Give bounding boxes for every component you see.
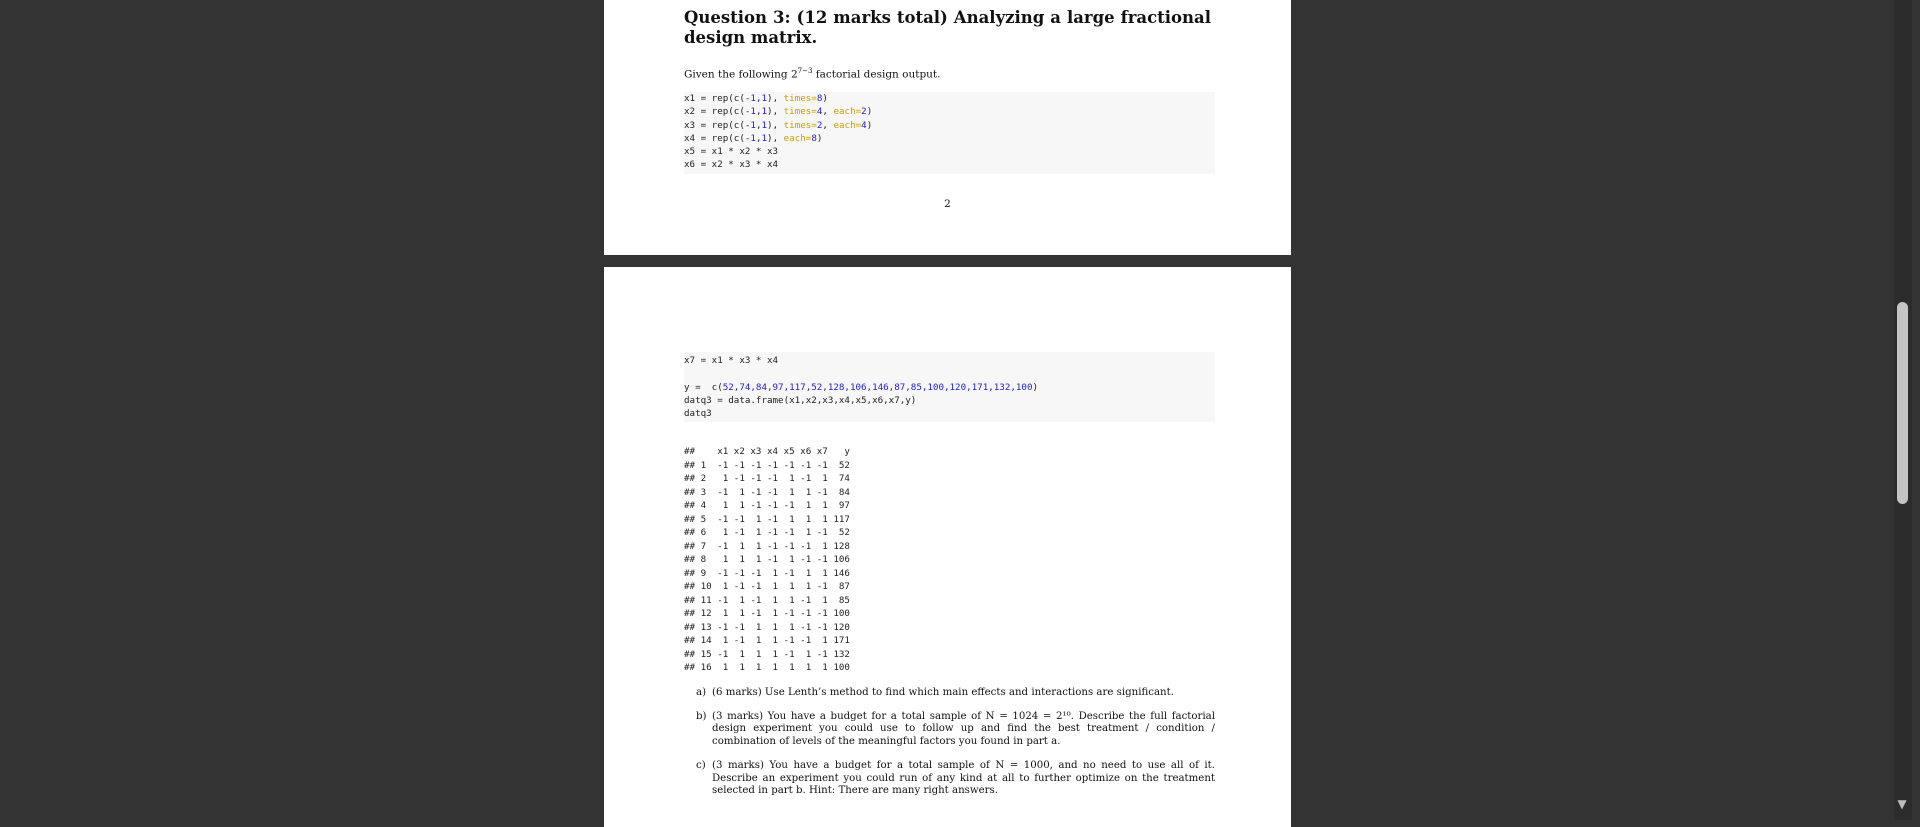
part-text: (3 marks) You have a budget for a total sample of N = 1000, and no need to use all of it. Describe an experiment you could run of any kind at all to further optimize on the treatment selected in part b. Hint: There are many right answers.	[712, 759, 1215, 797]
question-part-c	[696, 760, 1215, 798]
output-header: ## x1 x2 x3 x4 x5 x6 x7 y	[684, 446, 850, 457]
intro-exponent: 7−3	[797, 67, 813, 75]
part-text: (3 marks) You have a budget for a total sample of N = 1024 = 2¹⁰. Describe the full factorial design experiment you could use to follow up and find the best treatment / condition / combination of levels of the meaningful factors you found in part a.	[712, 710, 1215, 748]
code-line-x7: x7 = x1 * x3 * x4	[684, 355, 779, 366]
part-label: c)	[696, 759, 706, 771]
output-row: ## 10 1 -1 -1 1 1 1 -1 87	[684, 581, 850, 592]
pdf-page-3	[604, 267, 1291, 827]
output-row: ## 2 1 -1 -1 -1 1 -1 1 74	[684, 473, 850, 484]
part-label: a)	[696, 687, 707, 698]
code-block-1	[684, 92, 1215, 174]
output-row: ## 1 -1 -1 -1 -1 -1 -1 -1 52	[684, 459, 850, 471]
part-text: (6 marks) Use Lenth’s method to find which main effects and interactions are significant.	[712, 687, 1174, 698]
scrollbar-thumb[interactable]	[1897, 302, 1908, 504]
code-line-dataframe: datq3 = data.frame(x1,x2,x3,x4,x5,x6,x7,y)	[684, 394, 917, 406]
output-row: ## 7 -1 1 1 -1 -1 -1 1 128	[684, 540, 850, 552]
r-output-table	[684, 445, 850, 675]
output-row: ## 8 1 1 1 -1 1 -1 -1 106	[684, 554, 850, 565]
output-row: ## 4 1 1 -1 -1 -1 1 1 97	[684, 500, 850, 511]
output-row: ## 13 -1 -1 1 1 1 -1 -1 120	[684, 621, 850, 633]
output-row: ## 16 1 1 1 1 1 1 1 100	[684, 662, 850, 673]
triangle-down-icon[interactable]: ▼	[1897, 797, 1907, 811]
intro-paragraph	[684, 65, 941, 82]
code-block-2	[684, 352, 1215, 422]
output-row: ## 6 1 -1 1 -1 -1 1 -1 52	[684, 527, 850, 538]
code-line-print: datq3	[684, 408, 712, 420]
part-label: b)	[696, 710, 707, 722]
output-row: ## 9 -1 -1 -1 1 -1 1 1 146	[684, 567, 850, 579]
intro-prefix: Given the following 2	[684, 68, 798, 81]
page-number: 2	[944, 198, 951, 210]
output-row: ## 14 1 -1 1 1 -1 -1 1 171	[684, 635, 850, 646]
question-part-b	[696, 711, 1215, 749]
code-line-x1: x1 = rep(c(-1,1), times=8)	[684, 93, 828, 104]
question-title: Question 3: (12 marks total) Analyzing a large fractional design matrix.	[684, 8, 1211, 47]
code-line-x3: x3 = rep(c(-1,1), times=2, each=4)	[684, 119, 873, 131]
intro-suffix: factorial design output.	[812, 68, 941, 81]
question-part-a	[696, 687, 1215, 700]
code-line-x6: x6 = x2 * x3 * x4	[684, 159, 779, 171]
output-row: ## 15 -1 1 1 1 -1 1 -1 132	[684, 648, 850, 660]
question-parts-list	[696, 687, 1215, 809]
code-line-x5: x5 = x1 * x2 * x3	[684, 146, 779, 158]
code-line-y: y = c(52,74,84,97,117,52,128,106,146,87,85,100,120,171,132,100)	[684, 381, 1039, 393]
output-row: ## 11 -1 1 -1 1 1 -1 1 85	[684, 594, 850, 606]
code-line-x2: x2 = rep(c(-1,1), times=4, each=2)	[684, 106, 873, 118]
pdf-page-2	[604, 0, 1291, 255]
output-row: ## 3 -1 1 -1 -1 1 1 -1 84	[684, 486, 850, 498]
code-line-x4: x4 = rep(c(-1,1), each=8)	[684, 132, 823, 144]
code-blank-line	[684, 367, 1215, 380]
output-row: ## 12 1 1 -1 1 -1 -1 -1 100	[684, 608, 850, 619]
output-row: ## 5 -1 -1 1 -1 1 1 1 117	[684, 513, 850, 525]
